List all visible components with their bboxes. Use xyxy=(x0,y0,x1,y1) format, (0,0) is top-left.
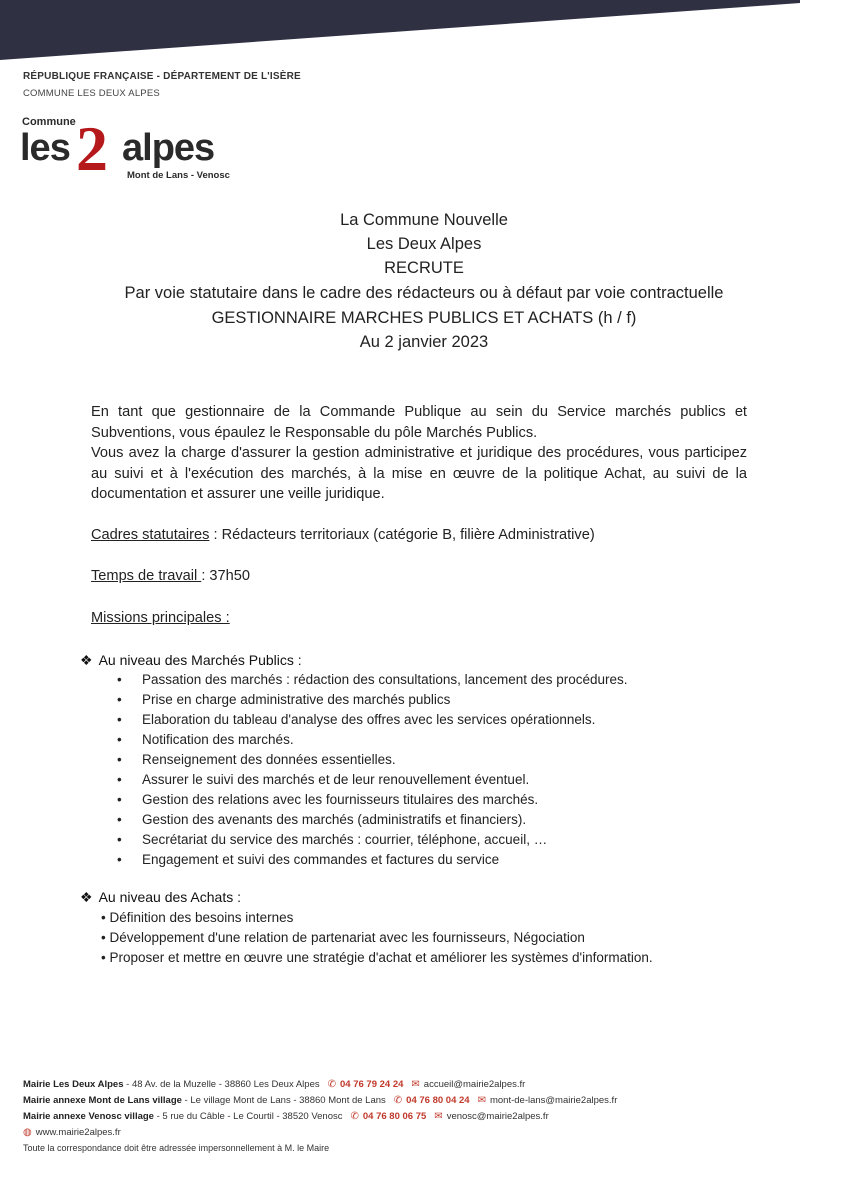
bullet-icon: • xyxy=(117,712,122,727)
cadres-label: Cadres statutaires xyxy=(91,527,210,543)
footer-mairie-name: Mairie Les Deux Alpes xyxy=(23,1079,124,1090)
phone-icon: ✆ xyxy=(393,1095,403,1106)
section-achats-title: Au niveau des Achats : xyxy=(98,889,241,905)
footer-email[interactable]: accueil@mairie2alpes.fr xyxy=(423,1079,526,1090)
list-item: • Définition des besoins internes xyxy=(101,910,294,925)
bullet-icon: • xyxy=(117,792,122,807)
temps-line xyxy=(91,568,250,584)
job-title: GESTIONNAIRE MARCHES PUBLICS ET ACHATS (h / f) xyxy=(211,309,637,327)
phone-icon: ✆ xyxy=(350,1111,359,1122)
mail-icon: ✉ xyxy=(434,1111,443,1122)
cadres-value: : Rédacteurs territoriaux (catégorie B, filière Administrative) xyxy=(209,527,595,543)
list-item: • Prise en charge administrative des marchés publics xyxy=(117,690,628,710)
intro-text xyxy=(91,402,747,505)
footer-phone: 04 76 80 06 75 xyxy=(362,1111,427,1122)
footer-email[interactable]: mont-de-lans@mairie2alpes.fr xyxy=(489,1095,618,1106)
diamond-bullet-icon: ❖ xyxy=(80,889,93,905)
footer-row-main: Mairie Les Deux Alpes - 48 Av. de la Muzelle - 38860 Les Deux Alpes ✆ 04 76 79 24 24 ✉ accueil@mairie2alpes.fr xyxy=(23,1079,526,1090)
cadres-line xyxy=(91,527,595,543)
footer-website[interactable]: www.mairie2alpes.fr xyxy=(35,1127,121,1138)
footer-phone: 04 76 79 24 24 xyxy=(340,1079,404,1090)
temps-label: Temps de travail xyxy=(91,568,202,584)
list-item: • Engagement et suivi des commandes et factures du service xyxy=(117,850,628,870)
list-item: • Proposer et mettre en œuvre une stratégie d'achat et améliorer les systèmes d'information. xyxy=(101,950,653,965)
intro-paragraph-1: En tant que gestionnaire de la Commande Publique au sein du Service marchés publics et Subventions, vous épaulez le Responsable du pôle Marchés Publics. xyxy=(91,404,747,441)
list-item: • Elaboration du tableau d'analyse des offres avec les services opérationnels. xyxy=(117,710,628,730)
bullet-icon: • xyxy=(117,832,122,847)
commune-logo xyxy=(20,112,230,184)
title-recrute: RECRUTE xyxy=(384,259,464,277)
title-line-4: Par voie statutaire dans le cadre des rédacteurs ou à défaut par voie contractuelle xyxy=(124,284,724,302)
logo-commune-text: Commune xyxy=(22,116,76,128)
phone-icon: ✆ xyxy=(327,1079,336,1090)
footer-email[interactable]: venosc@mairie2alpes.fr xyxy=(446,1111,549,1122)
list-item: • Secrétariat du service des marchés : courrier, téléphone, accueil, … xyxy=(117,830,628,850)
title-line-1: La Commune Nouvelle xyxy=(340,211,508,229)
section-marches-title: Au niveau des Marchés Publics : xyxy=(98,652,302,668)
bullet-icon: • xyxy=(117,752,122,767)
logo-subtitle: Mont de Lans - Venosc xyxy=(127,170,230,181)
temps-value: : 37h50 xyxy=(201,568,251,584)
footer-row-mont-de-lans: Mairie annexe Mont de Lans village - Le village Mont de Lans - 38860 Mont de Lans ✆ 04 76 80 04 24 ✉ mont-de-lans@mairie2alpes.fr xyxy=(23,1095,618,1106)
list-item: • Développement d'une relation de partenariat avec les fournisseurs, Négociation xyxy=(101,930,585,945)
list-item: • Passation des marchés : rédaction des consultations, lancement des procédures. xyxy=(117,670,628,690)
section-marches xyxy=(80,652,302,669)
bullet-icon: • xyxy=(117,852,122,867)
intro-paragraph-2: Vous avez la charge d'assurer la gestion administrative et juridique des procédures, vous participez au suivi et à l'exécution des marchés, à la mise en œuvre de la politique Achat, au suivi de la documentation et assurer une veille juridique. xyxy=(91,445,747,502)
footer-website-row xyxy=(23,1127,121,1138)
footer-row-venosc: Mairie annexe Venosc village - 5 rue du Câble - Le Courtil - 38520 Venosc ✆ 04 76 80 06 75 ✉ venosc@mairie2alpes.fr xyxy=(23,1111,549,1122)
list-item: • Gestion des avenants des marchés (administratifs et financiers). xyxy=(117,810,628,830)
mail-icon: ✉ xyxy=(411,1079,420,1090)
globe-icon: ◍ xyxy=(23,1127,32,1138)
footer-mairie-name: Mairie annexe Venosc village xyxy=(23,1111,154,1122)
bullet-icon: • xyxy=(117,672,122,687)
bullet-icon: • xyxy=(117,812,122,827)
bullet-icon: • xyxy=(117,772,122,787)
mail-icon: ✉ xyxy=(477,1095,486,1106)
list-item: • Gestion des relations avec les fournisseurs titulaires des marchés. xyxy=(117,790,628,810)
footer-phone: 04 76 80 04 24 xyxy=(406,1095,470,1106)
footer-note: Toute la correspondance doit être adressée impersonnellement à M. le Maire xyxy=(23,1143,330,1153)
logo-les-text: les xyxy=(20,127,70,169)
title-line-2: Les Deux Alpes xyxy=(366,235,482,253)
logo-alpes-text: alpes xyxy=(122,127,215,169)
header-commune: COMMUNE LES DEUX ALPES xyxy=(23,88,160,99)
list-item: • Notification des marchés. xyxy=(117,730,628,750)
section-achats xyxy=(80,889,241,906)
logo-2-mark: 2 xyxy=(76,113,108,184)
header-banner xyxy=(0,0,848,60)
list-item: • Renseignement des données essentielles. xyxy=(117,750,628,770)
missions-heading: Missions principales : xyxy=(91,610,230,626)
achats-list xyxy=(101,908,653,968)
marches-list xyxy=(117,670,628,870)
header-republique: RÉPUBLIQUE FRANÇAISE - DÉPARTEMENT DE L'ISÈRE xyxy=(23,71,301,82)
bullet-icon: • xyxy=(117,692,122,707)
bullet-icon: • xyxy=(117,732,122,747)
start-date: Au 2 janvier 2023 xyxy=(359,333,489,351)
footer-mairie-name: Mairie annexe Mont de Lans village xyxy=(23,1095,182,1106)
list-item: • Assurer le suivi des marchés et de leur renouvellement éventuel. xyxy=(117,770,628,790)
diamond-bullet-icon: ❖ xyxy=(80,652,93,668)
